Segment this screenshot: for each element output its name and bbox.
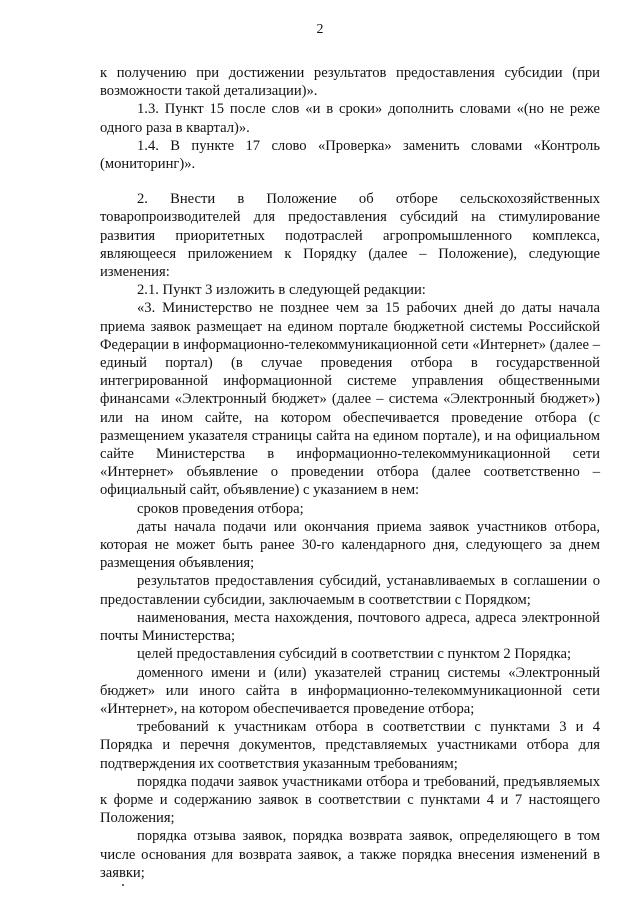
paragraph: 2. Внести в Положение об отборе сельскохозяйственных товаропроизводителей для предоставления субсидий на стимулирование развития приоритетных подотраслей агропромышленного комплекса, являющееся приложением к Порядку (далее – Положение), следующие изменения:: [100, 191, 600, 281]
paragraph: 1.4. В пункте 17 слово «Проверка» заменить словами «Контроль (мониторинг)».: [100, 137, 600, 173]
paragraph: 2.1. Пункт 3 изложить в следующей редакции:: [137, 282, 426, 299]
paragraph: 1.3. Пункт 15 после слов «и в сроки» дополнить словами «(но не реже одного раза в квартал)».: [100, 101, 600, 136]
paragraph: сроков проведения отбора;: [137, 500, 304, 517]
paragraph: требований к участникам отбора в соответствии с пунктами 3 и 4 Порядка и перечня документов, представляемых участниками отбора для подтверждения их соответствия указанным требованиям;: [100, 719, 600, 772]
scan-speck: [122, 884, 124, 886]
paragraph: результатов предоставления субсидий, устанавливаемых в соглашении о предоставлении субсидии, заключаемым в соответствии с Порядком;: [100, 573, 600, 608]
page-number: 2: [316, 22, 324, 37]
paragraph: «3. Министерство не позднее чем за 15 рабочих дней до даты начала приема заявок размещает на едином портале бюджетной системы Российской Федерации в информационно-телекоммуникационной сети «Интернет» (далее – единый портал) (в случае проведения отбора в государственной интегрированной информационной системе управления общественными финансами «Электронный бюджет» (далее – система «Электронный бюджет») или на ином сайте, на котором обеспечивается проведение отбора (с размещением указателя страницы сайта на едином портале), и на официальном сайте Министерства в информационно-телекоммуникационной сети «Интернет» объявление о проведении отбора (далее соответственно – официальный сайт, объявление) с указанием в нем:: [100, 300, 600, 499]
paragraph: целей предоставления субсидий в соответствии с пунктом 2 Порядка;: [137, 646, 572, 663]
paragraph: к получению при достижении результатов предоставления субсидии (при возможности такой детализации)».: [100, 65, 600, 100]
paragraph: наименования, места нахождения, почтового адреса, адреса электронной почты Министерства;: [100, 609, 600, 645]
paragraph: даты начала подачи или окончания приема заявок участников отбора, которая не может быть ранее 30-го календарного дня, следующего за днем размещения объявления;: [100, 518, 600, 572]
paragraph: порядка подачи заявок участниками отбора и требований, предъявляемых к форме и содержанию заявок в соответствии с пунктами 4 и 7 настоящего Положения;: [100, 773, 600, 827]
paragraph: доменного имени и (или) указателей страниц системы «Электронный бюджет» или иного сайта в информационно-телекоммуникационной сети «Интернет», на котором обеспечивается проведение отбора;: [100, 664, 600, 717]
paragraph: порядка отзыва заявок, порядка возврата заявок, определяющего в том числе основания для возврата заявок, а также порядка внесения изменений в заявки;: [100, 828, 600, 881]
document-body: [100, 64, 600, 882]
